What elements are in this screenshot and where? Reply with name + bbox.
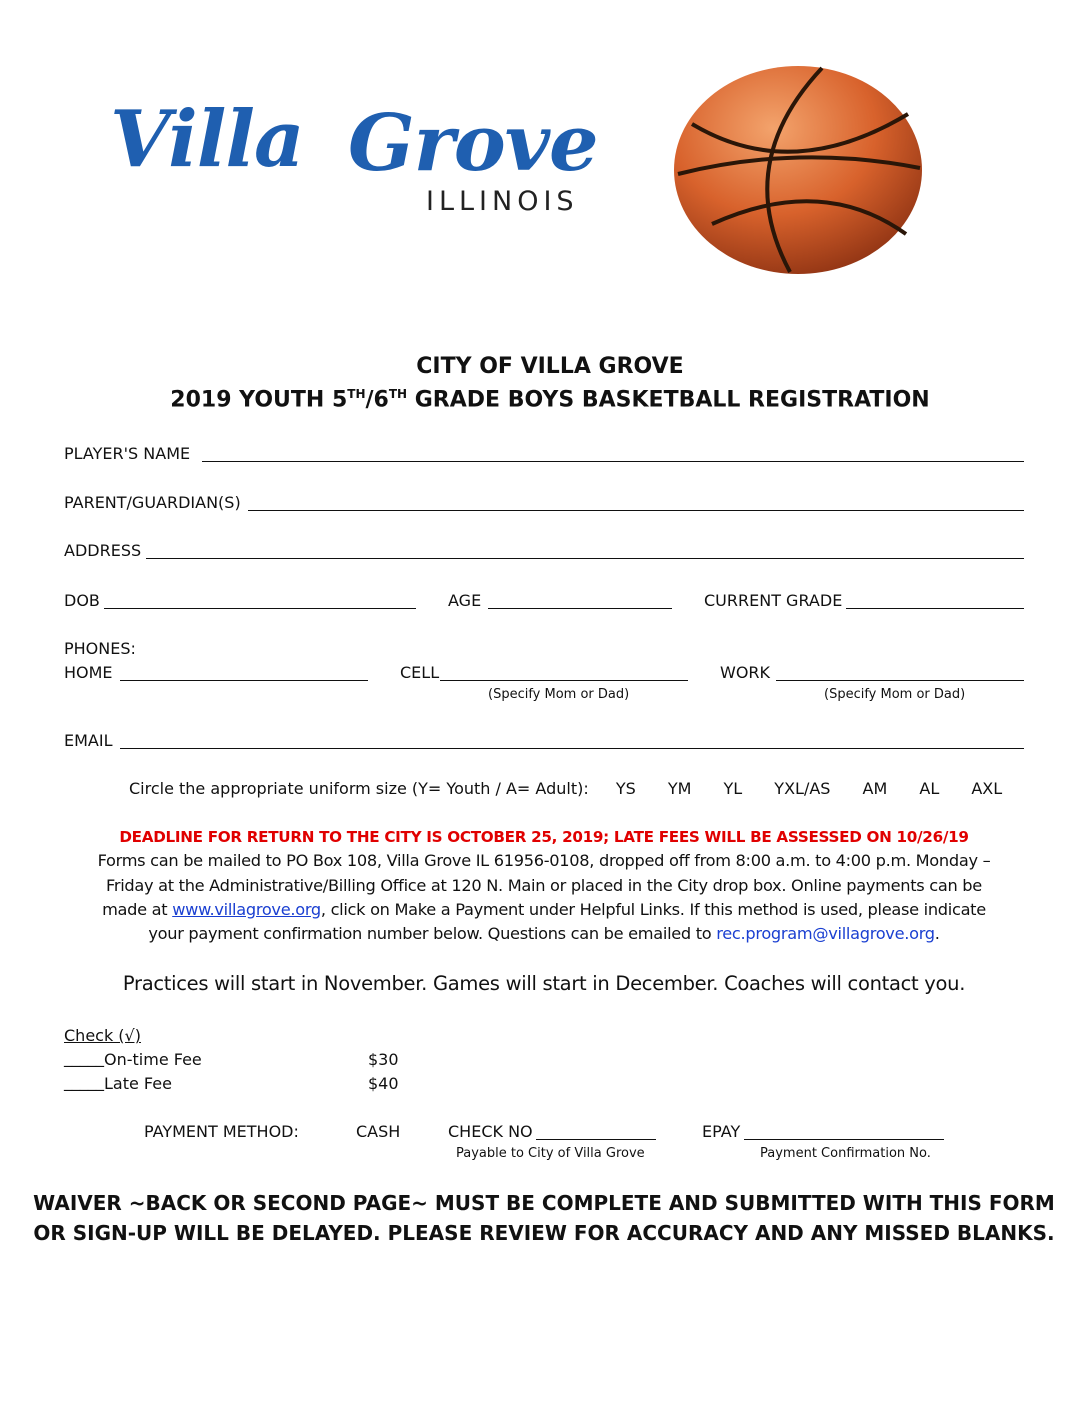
info-line-1: Forms can be mailed to PO Box 108, Villa Grove IL 61956-0108, dropped off from 8:00 a.m. to 4:00 p.m. Monday – <box>97 851 991 870</box>
heading-line1: CITY OF VILLA GROVE <box>416 354 684 379</box>
size-al[interactable]: AL <box>919 779 940 798</box>
uniform-prompt: Circle the appropriate uniform size (Y= Youth / A= Adult): <box>129 779 589 798</box>
email-label: EMAIL <box>64 731 113 750</box>
email-link[interactable]: rec.program@villagrove.org <box>716 924 935 943</box>
payment-check-label[interactable]: CHECK NO <box>448 1122 533 1141</box>
info-line-4-a: your payment confirmation number below. Questions can be emailed to <box>148 924 717 943</box>
heading-part-c: GRADE BOYS BASKETBALL REGISTRATION <box>407 387 930 413</box>
payment-method-label: PAYMENT METHOD: <box>144 1122 299 1141</box>
info-line-3-b: , click on Make a Payment under Helpful Links. If this method is used, please indicate <box>320 900 986 919</box>
dob-label: DOB <box>64 591 100 610</box>
work-phone-field[interactable] <box>776 680 1024 681</box>
waiver-line-1: WAIVER ~BACK OR SECOND PAGE~ MUST BE COMPLETE AND SUBMITTED WITH THIS FORM <box>33 1191 1055 1215</box>
email-field[interactable] <box>120 748 1024 749</box>
ontime-fee-amount: $30 <box>368 1050 399 1069</box>
address-label: ADDRESS <box>64 541 142 560</box>
ontime-blank[interactable]: _____ <box>64 1048 104 1067</box>
cell-phone-field[interactable] <box>440 680 688 681</box>
check-number-field[interactable] <box>536 1139 656 1140</box>
cell-phone-label: CELL <box>400 663 440 682</box>
late-fee-label: Late Fee <box>104 1074 172 1093</box>
work-note: (Specify Mom or Dad) <box>824 687 966 702</box>
dob-field[interactable] <box>104 608 416 609</box>
address-field[interactable] <box>146 558 1024 559</box>
work-phone-label: WORK <box>720 663 771 682</box>
cell-note: (Specify Mom or Dad) <box>488 687 630 702</box>
ontime-fee-label: On-time Fee <box>104 1050 202 1069</box>
phones-label: PHONES: <box>64 639 136 658</box>
check-note: Payable to City of Villa Grove <box>456 1146 645 1161</box>
uniform-size-row <box>129 779 1029 798</box>
late-blank[interactable]: _____ <box>64 1072 104 1091</box>
basketball-icon <box>672 64 924 278</box>
waiver-line-2: OR SIGN-UP WILL BE DELAYED. PLEASE REVIEW FOR ACCURACY AND ANY MISSED BLANKS. <box>33 1221 1055 1245</box>
epay-note: Payment Confirmation No. <box>760 1146 931 1161</box>
logo-word-grove: Grove <box>348 98 598 189</box>
size-ym[interactable]: YM <box>667 779 692 798</box>
age-field[interactable] <box>488 608 672 609</box>
grade-field[interactable] <box>846 608 1024 609</box>
size-am[interactable]: AM <box>862 779 888 798</box>
heading-line2 <box>0 387 1088 412</box>
size-yxl-as[interactable]: YXL/AS <box>774 779 831 798</box>
grade-label: CURRENT GRADE <box>704 591 843 610</box>
payment-cash[interactable]: CASH <box>356 1122 401 1141</box>
epay-confirmation-field[interactable] <box>744 1139 944 1140</box>
payment-epay-label[interactable]: EPAY <box>702 1122 741 1141</box>
parent-label: PARENT/GUARDIAN(S) <box>64 493 241 512</box>
heading-sup-2: TH <box>388 387 408 401</box>
size-ys[interactable]: YS <box>615 779 636 798</box>
info-line-3-a: made at <box>102 900 173 919</box>
info-line-4 <box>0 924 1088 943</box>
heading-part-a: 2019 YOUTH 5 <box>170 387 348 413</box>
size-yl[interactable]: YL <box>723 779 743 798</box>
info-line-4-b: . <box>934 924 940 943</box>
size-axl[interactable]: AXL <box>971 779 1003 798</box>
home-phone-field[interactable] <box>120 680 368 681</box>
parent-field[interactable] <box>248 510 1024 511</box>
practice-notice: Practices will start in November. Games will start in December. Coaches will contact you. <box>122 972 966 995</box>
check-heading: Check (√) <box>64 1026 141 1045</box>
heading-part-b: /6 <box>365 387 389 413</box>
age-label: AGE <box>448 591 482 610</box>
city-logo <box>108 88 598 228</box>
player-name-label: PLAYER'S NAME <box>64 444 191 463</box>
logo-state: ILLINOIS <box>426 186 579 217</box>
player-name-field[interactable] <box>202 461 1024 462</box>
website-link[interactable]: www.villagrove.org <box>172 900 321 919</box>
late-fee-amount: $40 <box>368 1074 399 1093</box>
heading-sup-1: TH <box>347 387 366 401</box>
waiver-notice <box>0 1188 1088 1248</box>
info-line-3 <box>0 900 1088 919</box>
info-line-2: Friday at the Administrative/Billing Office at 120 N. Main or placed in the City drop box. Online payments can be <box>106 876 982 895</box>
deadline-notice: DEADLINE FOR RETURN TO THE CITY IS OCTOBER 25, 2019; LATE FEES WILL BE ASSESSED ON 10/26/19 <box>119 828 969 846</box>
logo-word-villa: Villa <box>110 94 304 185</box>
home-phone-label: HOME <box>64 663 113 682</box>
